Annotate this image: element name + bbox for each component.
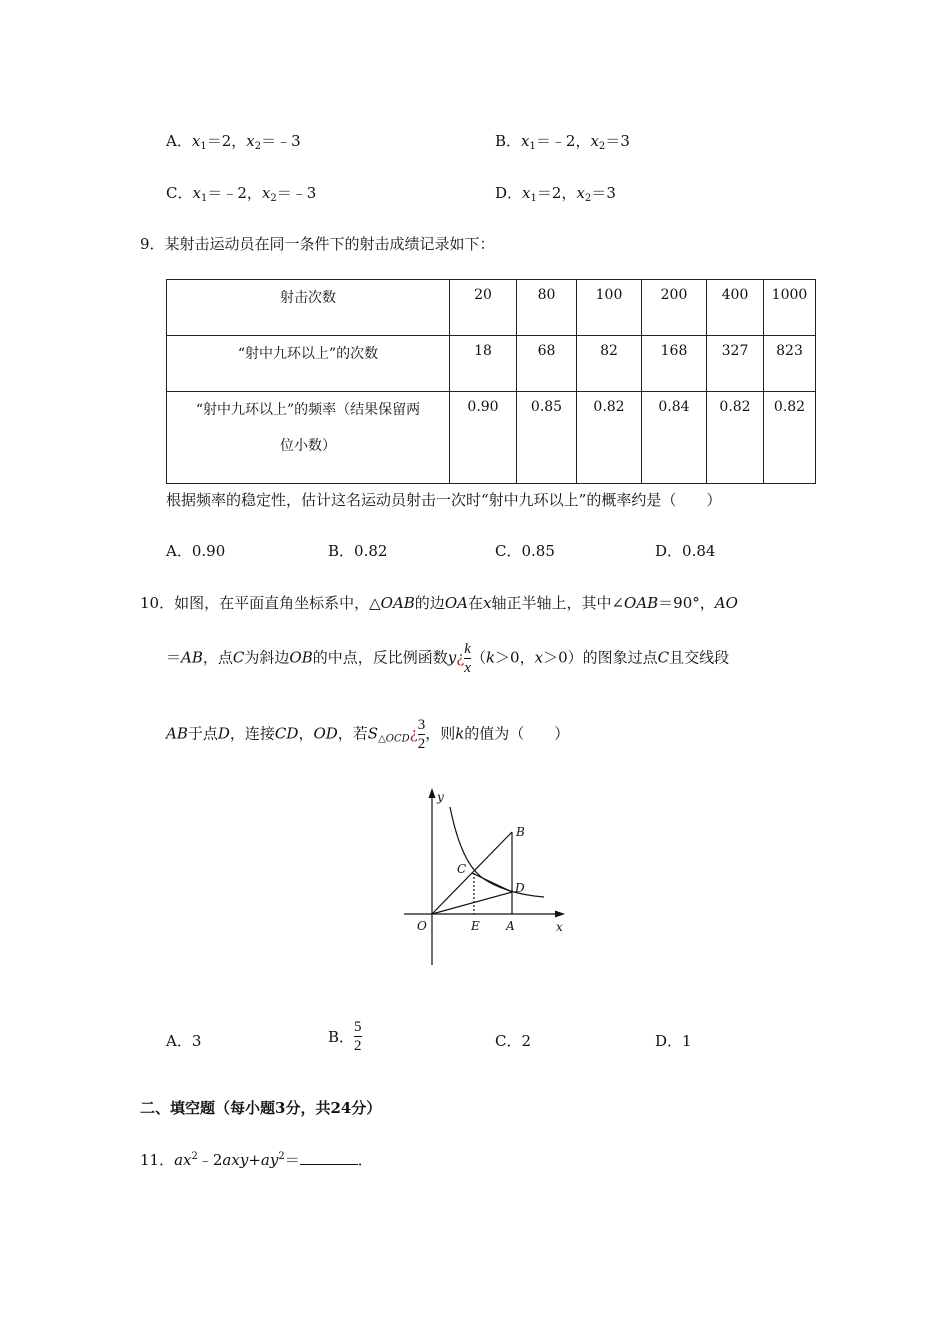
section-title: 二、填空题（每小题3分，共24分） — [140, 1099, 382, 1117]
x-label: x — [556, 920, 563, 934]
table-cell: 18 — [450, 336, 517, 392]
q8-option-a: A．$x_1=2$，$x_2=﹣3$ — [166, 132, 301, 152]
five-halves-fraction: $\frac{5}{2}$ — [354, 1019, 362, 1054]
a-label: A — [506, 919, 515, 933]
table-cell: 1000 — [764, 280, 816, 336]
table-cell: 0.90 — [450, 392, 517, 484]
q11: 11．$ax^2﹣2axy+ay^2=$ ． — [140, 1151, 373, 1169]
x-axis-arrow — [555, 911, 565, 918]
table-cell: 168 — [642, 336, 707, 392]
table-header-cell: “射中九环以上”的频率（结果保留两 位小数） — [167, 392, 450, 484]
e-label: E — [471, 919, 480, 933]
table-cell: 80 — [517, 280, 577, 336]
q9-option-a: A．0.90 — [166, 542, 226, 560]
b-label: B — [516, 825, 525, 839]
q10-line3: AB于点D，连接CD，OD，若$S_{\triangle OCD}¿$ $\frac{3}{2}$ ，则k的值为（ ） — [166, 717, 570, 752]
table-cell: 0.82 — [577, 392, 642, 484]
q8-option-b: B．$x_1=﹣2$，$x_2=3$ — [495, 132, 630, 152]
table-cell: 400 — [707, 280, 764, 336]
hyperbola-curve — [450, 807, 544, 897]
q9-option-b: B．0.82 — [328, 542, 388, 560]
q10-option-a: A．3 — [166, 1032, 202, 1050]
q9-stem: 9．某射击运动员在同一条件下的射击成绩记录如下： — [140, 235, 495, 253]
answer-blank[interactable] — [300, 1152, 358, 1165]
y-axis-arrow — [429, 788, 436, 798]
table-row — [167, 392, 816, 484]
table-cell: 0.84 — [642, 392, 707, 484]
table-cell: 823 — [764, 336, 816, 392]
table-cell: 200 — [642, 280, 707, 336]
q10-line2: ＝AB，点C为斜边OB的中点，反比例函数y¿ $\frac{k}{x}$ （k＞0，x＞0）的图象过点C且交线段 — [166, 641, 730, 676]
table-cell: 68 — [517, 336, 577, 392]
table-header-cell: “射中九环以上”的次数 — [167, 336, 450, 392]
k-over-x-fraction: $\frac{k}{x}$ — [464, 641, 471, 676]
table-cell: 82 — [577, 336, 642, 392]
table-cell: 327 — [707, 336, 764, 392]
d-label: D — [515, 881, 525, 895]
segment-od — [432, 892, 512, 914]
q10-option-b: B． $\frac{5}{2}$ — [328, 1019, 362, 1054]
q10-line1: 10．如图，在平面直角坐标系中，△OAB的边OA在x轴正半轴上，其中∠OAB＝90°，AO — [140, 594, 738, 612]
table-cell: 0.82 — [764, 392, 816, 484]
q9-question: 根据频率的稳定性，估计这名运动员射击一次时“射中九环以上”的概率约是（ ） — [166, 491, 722, 509]
y-label: y — [437, 790, 444, 804]
q10-option-c: C．2 — [495, 1032, 532, 1050]
three-halves-fraction: $\frac{3}{2}$ — [417, 717, 426, 752]
coordinate-figure — [398, 785, 573, 970]
table-cell: 20 — [450, 280, 517, 336]
q9-option-c: C．0.85 — [495, 542, 555, 560]
table-row — [167, 280, 816, 336]
table-header-cell: 射击次数 — [167, 280, 450, 336]
table-row — [167, 336, 816, 392]
table-cell: 0.82 — [707, 392, 764, 484]
c-label: C — [457, 862, 467, 876]
q8-option-d: D．$x_1=2$，$x_2=3$ — [495, 184, 616, 204]
shooting-table — [166, 279, 816, 484]
o-label: O — [417, 919, 427, 933]
table-cell: 0.85 — [517, 392, 577, 484]
q8-option-c: C．$x_1=﹣2$，$x_2=﹣3$ — [166, 184, 317, 204]
q9-option-d: D．0.84 — [655, 542, 716, 560]
table-cell: 100 — [577, 280, 642, 336]
q10-option-d: D．1 — [655, 1032, 692, 1050]
